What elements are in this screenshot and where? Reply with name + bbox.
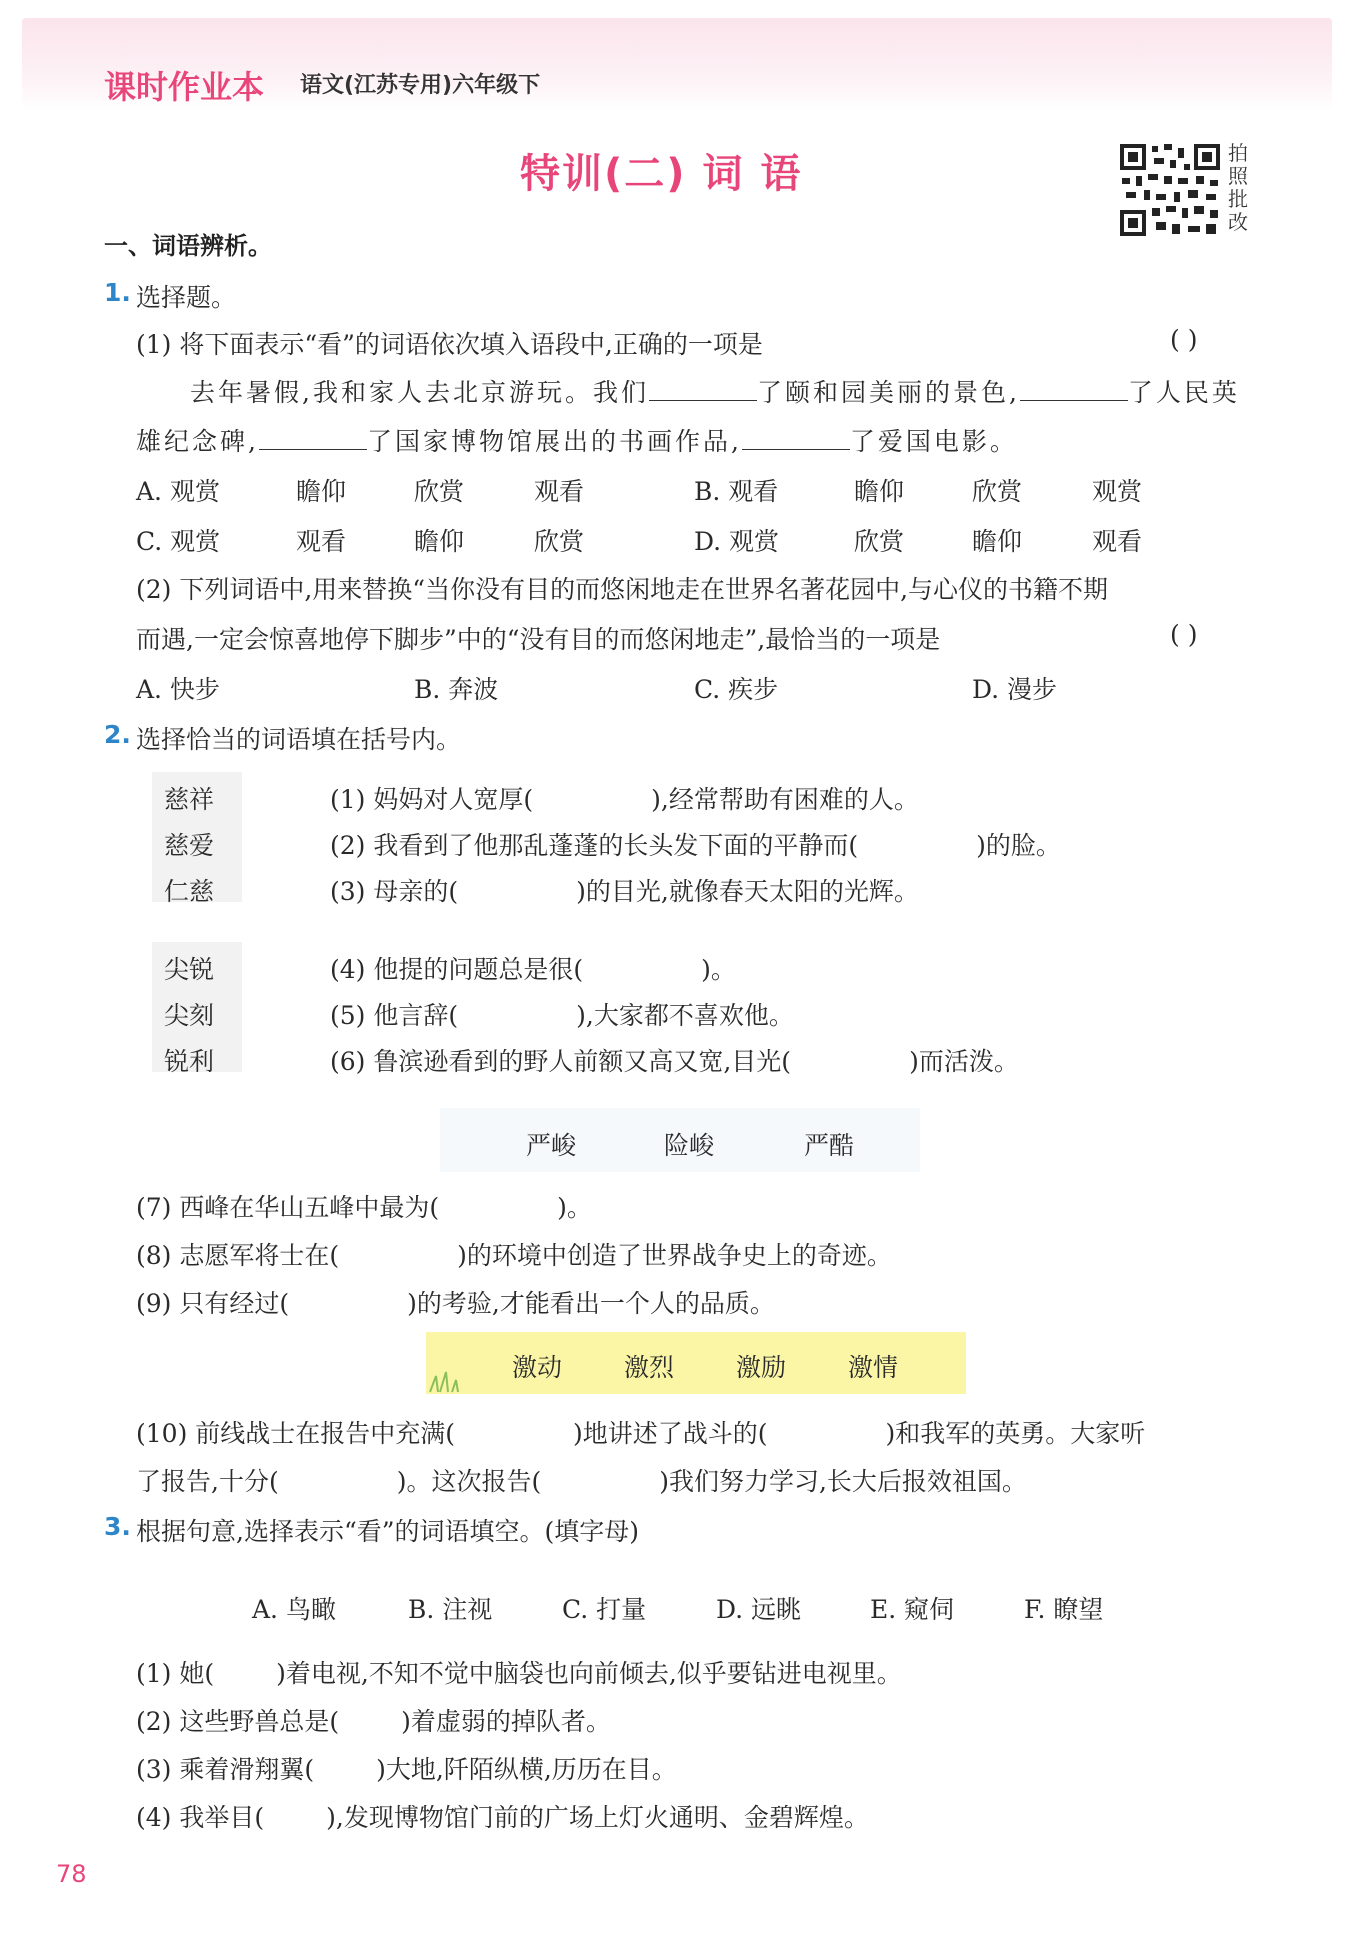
word-bank-item: 慈祥 [164,785,215,814]
qr-caption-char: 批 [1228,187,1248,211]
sentence-text: )的目光,就像春天太阳的光辉。 [576,877,919,906]
sentence-text: )。 [557,1193,592,1222]
sentence-text: )和我军的英勇。大家听 [885,1419,1146,1448]
sentence-text: (7) 西峰在华山五峰中最为( [136,1193,440,1222]
sentence-text: (2) 这些野兽总是( [136,1707,340,1736]
option-b-label[interactable]: B. 观看 [694,477,779,506]
sentence-line [136,1236,892,1272]
sentence-text: )着虚弱的掉队者。 [401,1707,611,1736]
option-a-word: 瞻仰 [296,477,347,506]
option-c-word: 欣赏 [534,527,585,556]
qr-code-icon[interactable] [1118,142,1222,238]
answer-bracket[interactable]: ( ) [1170,325,1198,354]
option-label[interactable]: C. 疾步 [694,675,779,704]
sentence-text: ),发现博物馆门前的广场上灯火通明、金碧辉煌。 [326,1803,869,1832]
sentence-text: (3) 母亲的( [330,877,459,906]
passage-line [190,373,1240,409]
qr-caption-char: 拍 [1228,141,1248,165]
sentence-line [330,872,919,908]
sentence-text: (3) 乘着滑翔翼( [136,1755,315,1784]
sentence-line [136,1462,1027,1498]
option-a-word: 欣赏 [414,477,465,506]
sentence-text: (2) 我看到了他那乱蓬蓬的长头发下面的平静而( [330,831,859,860]
answer-bracket[interactable]: ( ) [1170,620,1198,649]
option-b-word: 观赏 [1092,477,1143,506]
sentence-line [136,1702,611,1738]
sentence-text: (1) 妈妈对人宽厚( [330,785,534,814]
fill-blank[interactable] [742,427,850,450]
option-label[interactable]: A. 快步 [136,675,220,704]
question-stem: (1) 将下面表示“看”的词语依次填入语段中,正确的一项是 [136,330,763,359]
sentence-line [330,780,919,816]
sentence-text: )的环境中创造了世界战争史上的奇迹。 [457,1241,892,1270]
sentence-text: ),经常帮助有困难的人。 [651,785,919,814]
qr-caption-char: 改 [1228,210,1248,234]
option-b-word: 欣赏 [972,477,1023,506]
option-d-word: 欣赏 [854,527,905,556]
option-d-word: 观看 [1092,527,1143,556]
question-number: 2. [104,720,131,749]
sentence-line [136,1654,902,1690]
sentence-line [330,996,794,1032]
sentence-text: )。这次报告( [396,1467,542,1496]
sentence-line [136,1188,592,1224]
option-c-word: 观看 [296,527,347,556]
question-label: 选择题。 [136,283,237,312]
sentence-text: )地讲述了战斗的( [573,1419,768,1448]
sentence-text: (1) 她( [136,1659,215,1688]
word-bank-item: 严峻 [526,1131,577,1160]
option-label: C. 打量 [562,1595,647,1624]
passage-text: 雄纪念碑, [136,427,259,456]
sentence-text: (4) 他提的问题总是很( [330,955,584,984]
sentence-line [136,1414,1145,1450]
option-a-word: 观看 [534,477,585,506]
option-d-word: 瞻仰 [972,527,1023,556]
question-stem: 而遇,一定会惊喜地停下脚步”中的“没有目的而悠闲地走”,最恰当的一项是 [136,625,941,654]
option-label: D. 远眺 [716,1595,802,1624]
subject-label: 语文(江苏专用)六年级下 [300,73,541,98]
sentence-text: (6) 鲁滨逊看到的野人前额又高又宽,目光( [330,1047,792,1076]
sentence-line [330,826,1061,862]
fill-blank[interactable] [259,427,367,450]
word-bank-item: 激烈 [624,1353,675,1382]
option-label: E. 窥伺 [870,1595,955,1624]
page-number: 78 [56,1860,87,1888]
word-bank-item: 仁慈 [164,877,215,906]
sentence-text: 了报告,十分( [136,1467,279,1496]
word-bank-item: 尖刻 [164,1001,215,1030]
page-title: 特训(二) 词 语 [520,151,803,197]
question-number: 3. [104,1512,131,1541]
section-heading: 一、词语辨析。 [104,232,272,260]
word-bank-item: 尖锐 [164,955,215,984]
sentence-text: (8) 志愿军将士在( [136,1241,340,1270]
brand-title: 课时作业本 [104,68,265,106]
sentence-text: )的考验,才能看出一个人的品质。 [407,1289,775,1318]
sentence-text: ),大家都不喜欢他。 [576,1001,794,1030]
sentence-line [136,1284,775,1320]
word-bank-item: 严酷 [804,1131,855,1160]
sentence-text: )大地,阡陌纵横,历历在目。 [376,1755,677,1784]
option-label: B. 注视 [408,1595,493,1624]
fill-blank[interactable] [1020,378,1128,401]
sentence-text: )我们努力学习,长大后报效祖国。 [659,1467,1027,1496]
sentence-line [136,1750,677,1786]
passage-text: 了颐和园美丽的景色, [756,378,1020,407]
option-label[interactable]: B. 奔波 [414,675,499,704]
word-bank-item: 锐利 [164,1047,215,1076]
grass-decoration-icon [428,1370,488,1394]
sentence-line [330,950,736,986]
passage-text: 去年暑假,我和家人去北京游玩。我们 [190,378,649,407]
word-bank-item: 慈爱 [164,831,215,860]
word-bank-item: 险峻 [664,1131,715,1160]
option-c-word: 瞻仰 [414,527,465,556]
sentence-text: (10) 前线战士在报告中充满( [136,1419,456,1448]
option-label: A. 鸟瞰 [252,1595,336,1624]
option-c-label[interactable]: C. 观赏 [136,527,221,556]
sentence-line [136,1798,869,1834]
sentence-text: (4) 我举目( [136,1803,265,1832]
sentence-text: (9) 只有经过( [136,1289,290,1318]
sentence-text: )的脸。 [976,831,1061,860]
qr-caption-char: 照 [1228,164,1248,188]
fill-blank[interactable] [649,378,757,401]
question-label: 根据句意,选择表示“看”的词语填空。(填字母) [136,1517,640,1546]
option-label[interactable]: D. 漫步 [972,675,1058,704]
passage-text: 了人民英 [1127,378,1240,407]
option-b-word: 瞻仰 [854,477,905,506]
sentence-text: )。 [701,955,736,984]
passage-text: 了国家博物馆展出的书画作品, [366,427,742,456]
sentence-text: )着电视,不知不觉中脑袋也向前倾去,似乎要钻进电视里。 [276,1659,902,1688]
question-label: 选择恰当的词语填在括号内。 [136,725,462,754]
sentence-text: )而活泼。 [909,1047,1019,1076]
option-label: F. 瞭望 [1024,1595,1104,1624]
sentence-text: (5) 他言辞( [330,1001,459,1030]
word-bank-item: 激励 [736,1353,787,1382]
option-a-label[interactable]: A. 观赏 [136,477,220,506]
word-bank-item: 激情 [848,1353,899,1382]
passage-text: 了爱国电影。 [849,427,1018,456]
question-number: 1. [104,278,131,307]
question-stem: (2) 下列词语中,用来替换“当你没有目的而悠闲地走在世界名著花园中,与心仪的书籍不期 [136,575,1109,604]
passage-line [136,422,1018,458]
word-bank-item: 激动 [512,1353,563,1382]
sentence-line [330,1042,1019,1078]
option-d-label[interactable]: D. 观赏 [694,527,780,556]
